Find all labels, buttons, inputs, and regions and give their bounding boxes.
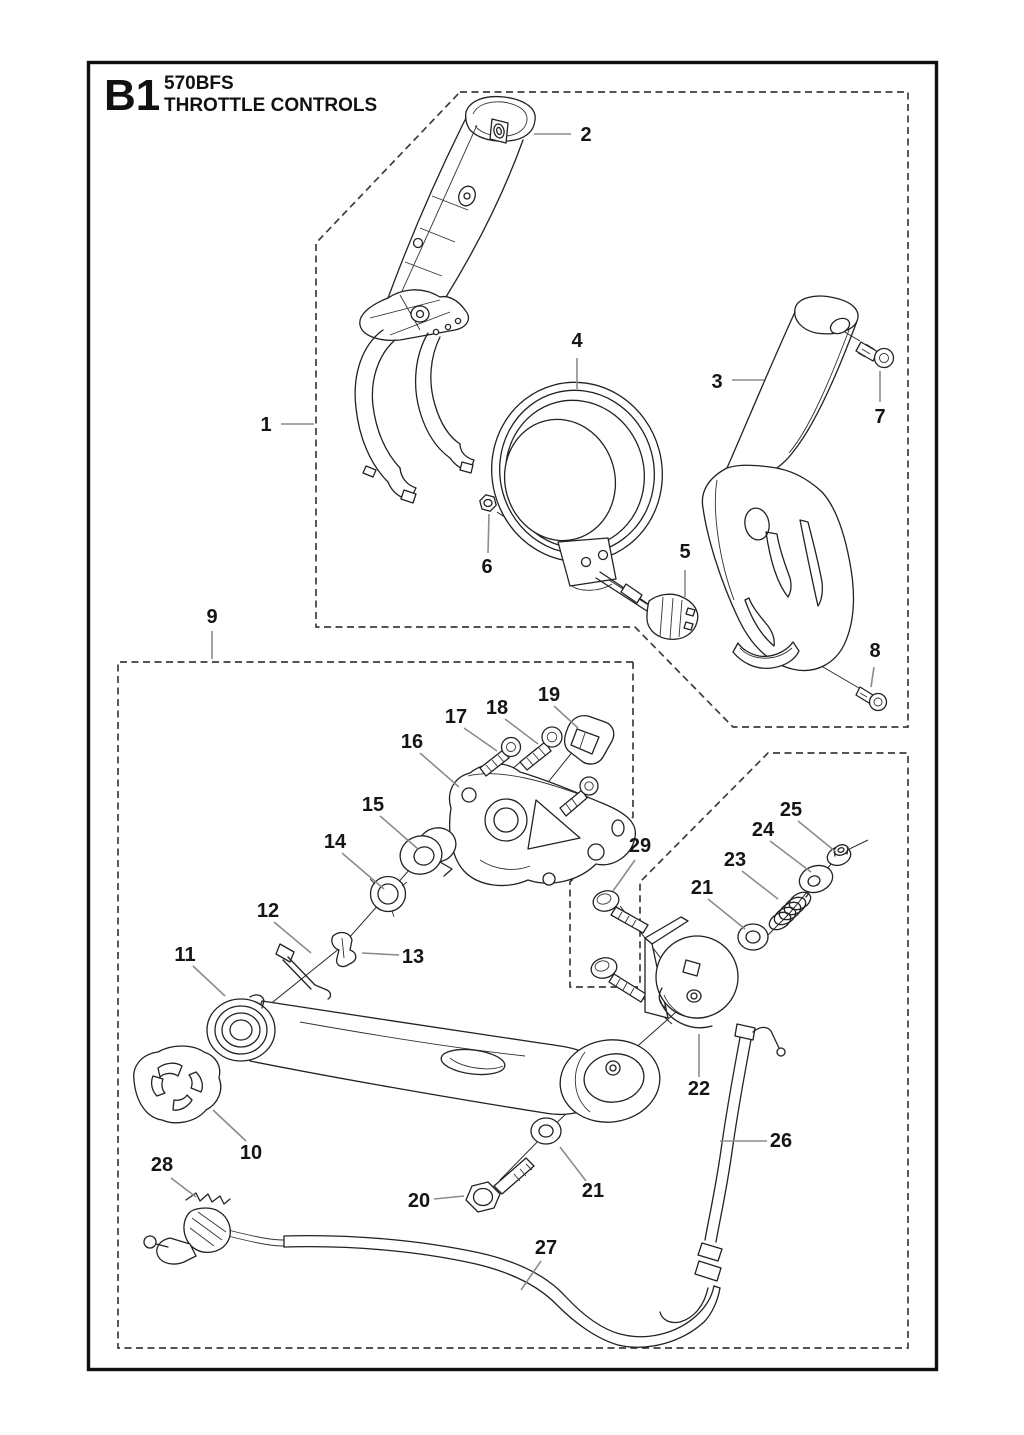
callout-number-16: 16 bbox=[400, 731, 424, 753]
callout-number-14: 14 bbox=[323, 831, 347, 853]
callout-number-19: 19 bbox=[537, 684, 561, 706]
part-26-cable bbox=[660, 1024, 785, 1323]
part-22-cam-housing bbox=[645, 917, 738, 1028]
callout-number-6: 6 bbox=[481, 556, 493, 578]
part-16-housing bbox=[450, 764, 636, 886]
model-number: 570BFS bbox=[164, 73, 234, 94]
part-6-nut bbox=[480, 495, 496, 511]
callout-leader-13 bbox=[362, 953, 399, 955]
part-12-rod bbox=[276, 944, 331, 999]
callout-leader-29 bbox=[613, 860, 635, 891]
callout-leader-25 bbox=[798, 821, 836, 852]
part-10-cover bbox=[134, 1046, 221, 1123]
part-15-bushing bbox=[396, 824, 460, 879]
assembly-group-boxes bbox=[118, 92, 908, 1348]
callout-number-4: 4 bbox=[571, 330, 583, 352]
callout-number-9: 9 bbox=[206, 606, 218, 628]
callout-leader-14 bbox=[342, 853, 384, 889]
callout-number-7: 7 bbox=[874, 406, 886, 428]
part-13-clip bbox=[332, 933, 356, 967]
callout-leader-19 bbox=[554, 706, 578, 728]
callout-number-24: 24 bbox=[751, 819, 775, 841]
callout-leader-8 bbox=[871, 667, 874, 687]
page-title: THROTTLE CONTROLS bbox=[164, 95, 378, 116]
part-11-arm bbox=[207, 995, 665, 1129]
callout-number-11: 11 bbox=[174, 944, 196, 966]
callout-leader-24 bbox=[770, 841, 811, 872]
callout-leader-21 bbox=[708, 899, 745, 929]
callout-number-27: 27 bbox=[534, 1237, 558, 1259]
callout-leader-11 bbox=[193, 966, 225, 996]
callout-number-5: 5 bbox=[679, 541, 691, 563]
callout-leader-23 bbox=[742, 871, 778, 899]
title-block bbox=[104, 71, 377, 120]
callout-number-13: 13 bbox=[401, 946, 425, 968]
callout-leader-20 bbox=[434, 1196, 464, 1199]
part-8-screw bbox=[856, 687, 887, 711]
callout-leader-15 bbox=[380, 816, 418, 849]
callout-number-21: 21 bbox=[581, 1180, 605, 1202]
callout-number-12: 12 bbox=[256, 900, 280, 922]
part-20-bolt bbox=[466, 1158, 534, 1212]
callout-leader-21 bbox=[560, 1147, 586, 1181]
callout-number-8: 8 bbox=[869, 640, 881, 662]
callout-number-1: 1 bbox=[260, 414, 272, 436]
callout-number-2: 2 bbox=[580, 124, 592, 146]
part-28-connector bbox=[144, 1193, 230, 1264]
callout-number-23: 23 bbox=[723, 849, 747, 871]
part-4-clamp bbox=[472, 363, 683, 590]
part-29-screws bbox=[589, 888, 648, 1002]
callout-leader-28 bbox=[171, 1178, 196, 1197]
part-27-harness bbox=[228, 1230, 720, 1347]
callout-leader-17 bbox=[464, 728, 497, 751]
part-7-screw bbox=[856, 342, 894, 368]
section-code: B1 bbox=[104, 71, 161, 120]
callout-number-17: 17 bbox=[444, 706, 468, 728]
callout-number-10: 10 bbox=[239, 1142, 263, 1164]
callout-number-18: 18 bbox=[485, 697, 509, 719]
callout-layer bbox=[151, 124, 886, 1290]
callout-number-21: 21 bbox=[690, 877, 714, 899]
callout-leader-16 bbox=[420, 753, 459, 787]
callout-leader-6 bbox=[488, 514, 489, 553]
part-21-washer-lower bbox=[531, 1118, 561, 1144]
part-5-cable-adjuster bbox=[596, 572, 698, 639]
callout-number-28: 28 bbox=[150, 1154, 174, 1176]
callout-number-20: 20 bbox=[407, 1190, 431, 1212]
callout-number-29: 29 bbox=[628, 835, 652, 857]
part-3-trigger-handle bbox=[702, 296, 858, 670]
part-24-washer bbox=[796, 861, 837, 897]
callout-number-25: 25 bbox=[779, 799, 803, 821]
callout-leader-10 bbox=[213, 1110, 246, 1141]
callout-number-15: 15 bbox=[361, 794, 385, 816]
callout-number-3: 3 bbox=[711, 371, 723, 393]
callout-number-26: 26 bbox=[769, 1130, 793, 1152]
callout-number-22: 22 bbox=[687, 1078, 711, 1100]
